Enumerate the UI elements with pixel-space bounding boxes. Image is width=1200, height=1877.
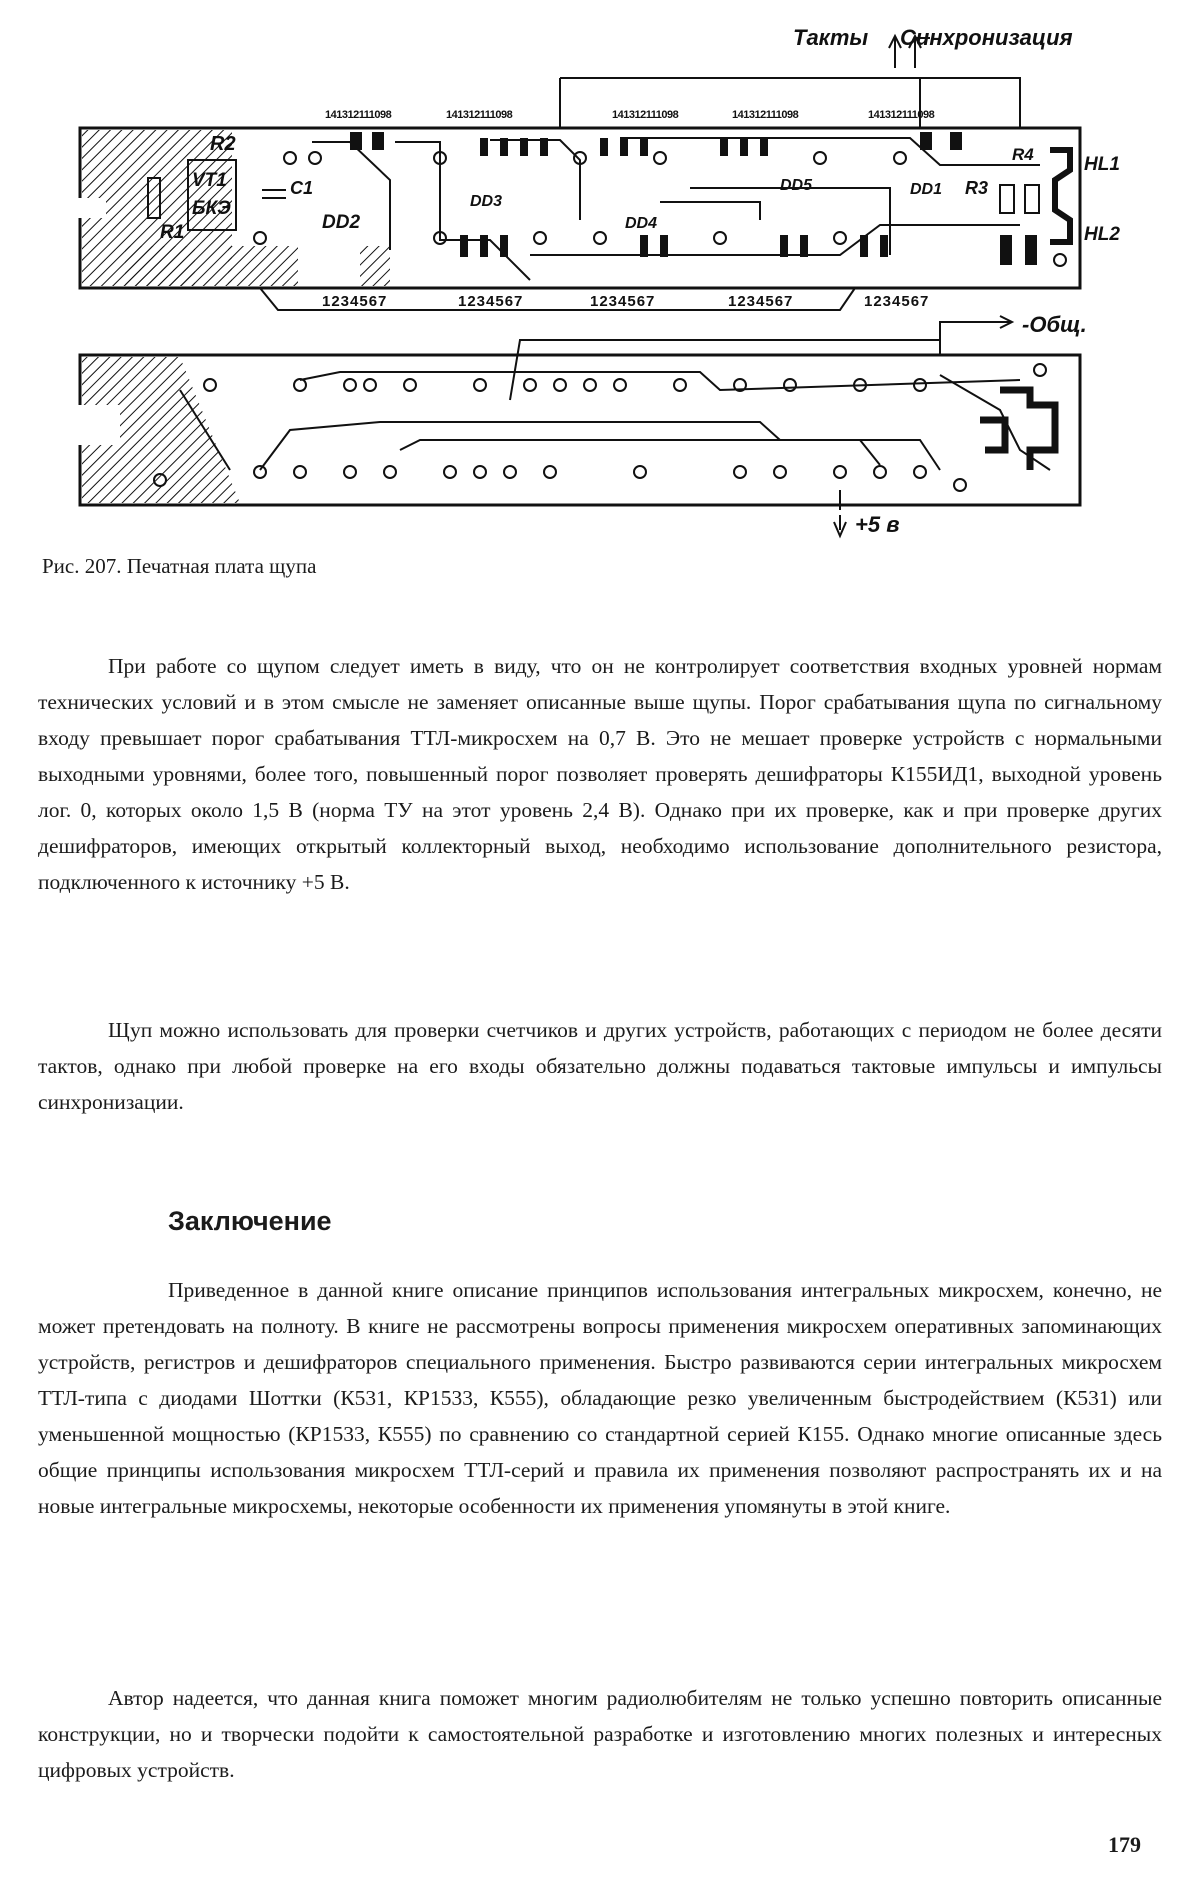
pin-row-top-2: 141312111098 [446, 109, 513, 121]
paragraph-1: При работе со щупом следует иметь в виду, что он не контролирует соответствия входных уровней нормам технических условий и в этом смысле не заменяет описанные выше щупы. Порог срабатывания щупа по сигнальному входу превышает порог срабатывания ТТЛ-микросхем на 0,7 В. Это не мешает проверке устройств с нормальными выходными уровнями, более того, повышенный порог позволяет проверять дешифраторы К155ИД1, выходной уровень лог. 0, которых около 1,5 В (норма ТУ на этот уровень 2,4 В). Однако при их проверке, как и при проверке других дешифраторов, имеющих открытый коллекторный выход, необходимо использование дополнительного резистора, подключенного к источнику +5 В. [38, 654, 1162, 894]
label-hl2: HL2 [1084, 224, 1120, 245]
paragraph-3: Приведенное в данной книге описание принципов использования интегральных микросхем, конечно, не может претендовать на полноту. В книге не рассмотрены вопросы применения микросхем оперативных запоминающих устройств, регистров и дешифраторов специального применения. Быстро развиваются серии интегральных микросхем ТТЛ-типа с диодами Шоттки (К531, КР1533, К555), обладающие резко увеличенным быстродействием (К531) или уменьшенной мощностью (КР1533, К555) по сравнению со стандартной серией К155. Однако многие описанные здесь общие принципы использования микросхем ТТЛ-серий и правила их применения позволяют распространять их и на новые интегральные микросхемы, некоторые особенности их применения упомянуты в этой книге. [38, 1278, 1162, 1518]
common-label: -Общ. [1022, 312, 1087, 337]
label-dd4: DD4 [625, 215, 658, 232]
paragraph-2: Щуп можно использовать для проверки счетчиков и других устройств, работающих с периодом не более десяти тактов, однако при любой проверке на его входы обязательно должны подаваться тактовые импульсы и импульсы синхронизации. [38, 1018, 1162, 1114]
pin-row-bottom-2: 1234567 [458, 293, 524, 310]
pin-row-top-1: 141312111098 [325, 109, 392, 121]
pin-row-bottom-3: 1234567 [590, 293, 656, 310]
paragraph-4: Автор надеется, что данная книга поможет многим радиолюбителям не только успешно повторить описанные конструкции, но и творчески подойти к самостоятельной разработке и изготовлению многих полезных и интересных цифровых устройств. [38, 1686, 1162, 1782]
figure-caption: Рис. 207. Печатная плата щупа [42, 554, 317, 578]
section-heading: Заключение [168, 1206, 332, 1236]
power-label: +5 в [855, 512, 900, 537]
pin-row-bottom-1: 1234567 [322, 293, 388, 310]
pin-row-bottom-4: 1234567 [728, 293, 794, 310]
clock-label: Такты [793, 25, 869, 50]
pcb-figure [60, 10, 1160, 540]
label-dd2: DD2 [322, 212, 361, 233]
label-hl1: HL1 [1084, 154, 1120, 175]
label-r3: R3 [965, 178, 989, 198]
label-vt1: VT1 [192, 170, 227, 191]
label-r2: R2 [210, 133, 236, 155]
label-dd1: DD1 [910, 181, 943, 198]
label-bke: БКЭ [192, 198, 231, 219]
label-r4: R4 [1012, 145, 1034, 164]
common-arrow [940, 316, 1012, 355]
board-bottom [70, 340, 1080, 536]
label-r1: R1 [160, 222, 185, 243]
label-c1: C1 [290, 178, 314, 198]
label-dd5: DD5 [780, 177, 813, 194]
label-dd3: DD3 [470, 193, 503, 210]
page-number: 179 [1108, 1832, 1141, 1857]
pin-row-top-5: 141312111098 [868, 109, 935, 121]
pin-row-bottom-5: 1234567 [864, 293, 930, 310]
board-top [70, 78, 1120, 288]
sync-label: Синхронизация [900, 25, 1073, 50]
pin-row-top-4: 141312111098 [732, 109, 799, 121]
pin-row-top-3: 141312111098 [612, 109, 679, 121]
